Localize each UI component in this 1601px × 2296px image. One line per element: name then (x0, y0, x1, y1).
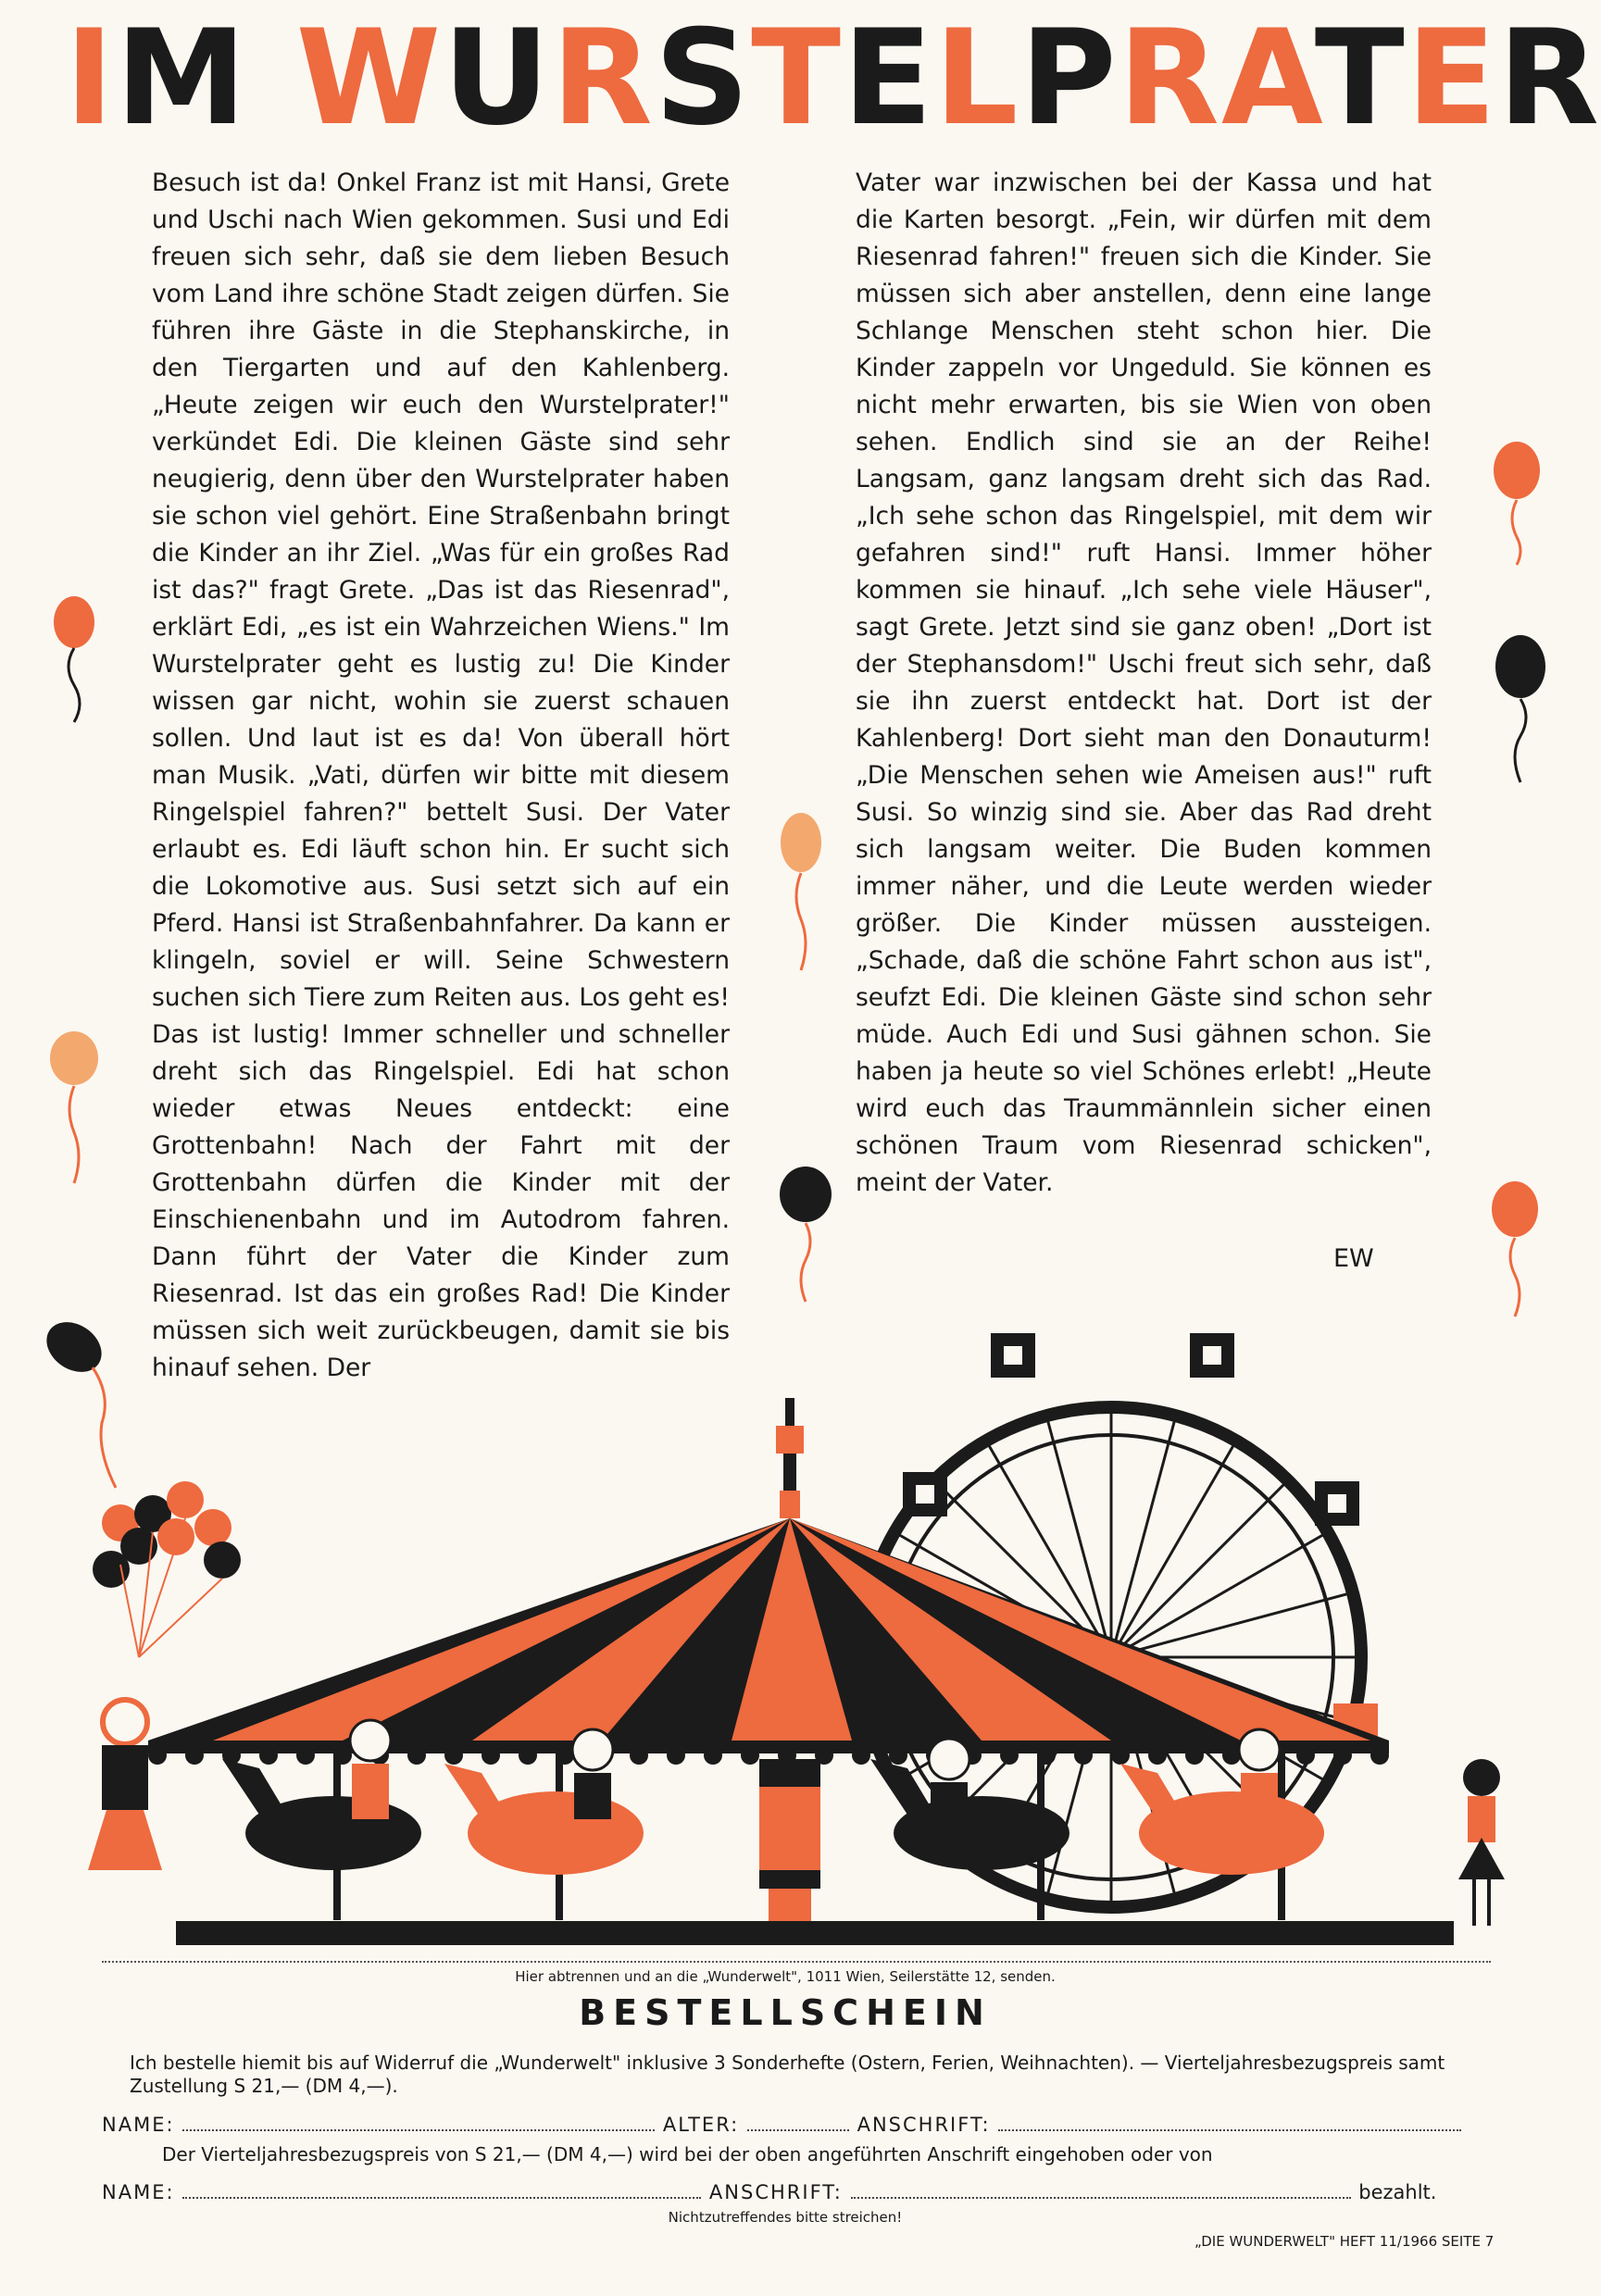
title-letter: T (1314, 2, 1407, 155)
cut-line (102, 1961, 1491, 1963)
balloon-icon (1482, 435, 1546, 574)
title-letter: L (934, 2, 1020, 155)
form-hint: Nichtzutreffendes bitte streichen! (668, 2209, 903, 2226)
paid-label: bezahlt. (1358, 2181, 1437, 2203)
order-form-title: BESTELLSCHEIN (579, 1992, 992, 2033)
title-letter: P (1019, 2, 1119, 155)
cut-note: Hier abtrennen und an die „Wunderwelt", 1011 Wien, Seilerstätte 12, senden. (515, 1968, 1056, 1985)
name-label: NAME: (102, 2114, 175, 2136)
title-letter: W (295, 2, 444, 155)
name2-label: NAME: (102, 2181, 175, 2203)
article-column-1 (152, 165, 730, 1387)
author-signature: EW (1333, 1244, 1374, 1273)
title-letter: M (115, 2, 249, 155)
balloon-icon (1482, 630, 1556, 796)
balloon-icon (769, 1157, 843, 1305)
form-row-2 (102, 2181, 1436, 2203)
carousel-roof (148, 1518, 1389, 1765)
balloon-icon (42, 1023, 106, 1208)
carousel-illustration (37, 1315, 1537, 1953)
order-form-text: Ich bestelle hiemit bis auf Widerruf die „Wunderwelt" inklusive 3 Sonderhefte (Ostern, Ferien, Weihnachten). — Vierteljahresbezugspreis samt Zustellung S 21,— (DM 4,—). (130, 2052, 1445, 2097)
title-letter: R (1118, 2, 1221, 155)
article-text-1: Besuch ist da! Onkel Franz ist mit Hansi, Grete und Uschi nach Wien gekommen. Susi und Edi freuen sich sehr, daß sie dem lieben Besuch vom Land ihre schöne Stadt zeigen dürfen. Sie führen ihre Gäste in die Stephanskirche, in den Tiergarten und auf den Kahlenberg. „Heute zeigen wir euch den Wurstelprater!" verkündet Edi. Die kleinen Gäste sind sehr neugierig, denn über den Wurstelprater haben sie schon viel gehört. Eine Straßenbahn bringt die Kinder an ihr Ziel. „Was für ein großes Rad ist das?" fragt Grete. „Das ist das Riesenrad", erklärt Edi, „es ist ein Wahrzeichen Wiens." Im Wurstelprater geht es lustig zu! Die Kinder wissen gar nicht, wohin sie zuerst schauen sollen. Und laut ist es da! Von überall hört man Musik. „Vati, dürfen wir bitte mit diesem Ringelspiel fahren?" bettelt Susi. Der Vater erlaubt es. Edi läuft schon hin. Er sucht sich die Lokomotive aus. Susi setzt sich auf ein Pferd. Hansi ist Straßenbahnfahrer. Da kann er klingeln, soviel er will. Seine Schwestern suchen sich Tiere zum Reiten aus. Los geht es! Das ist lustig! Immer schneller und schneller dreht sich das Ringelspiel. Edi hat schon wieder etwas Neues entdeckt: eine Grottenbahn! Nach der Fahrt mit der Grottenbahn dürfen die Kinder mit der Einschienenbahn und im Autodrom fahren. Dann führt der Vater die Kinder zum Riesenrad. Ist das ein großes Rad! Die Kinder müssen sich weit zurückbeugen, damit sie bis hinauf sehen. Der (152, 168, 730, 1382)
title-letter: E (1406, 2, 1498, 155)
name2-field[interactable] (182, 2184, 701, 2199)
address2-label: ANSCHRIFT: (708, 2181, 843, 2203)
address-field[interactable] (998, 2116, 1461, 2131)
title-letter: I (65, 2, 116, 155)
age-field[interactable] (747, 2116, 849, 2131)
balloon-icon (46, 593, 102, 759)
article-column-2 (856, 165, 1432, 1202)
title-letter (248, 2, 295, 155)
page-title (65, 2, 1601, 155)
title-letter: T (751, 2, 844, 155)
address-label: ANSCHRIFT: (857, 2114, 991, 2136)
balloon-icon (1482, 1176, 1546, 1324)
name-field[interactable] (182, 2116, 655, 2131)
standing-girl (1458, 1759, 1505, 1926)
form-row-1 (102, 2114, 1461, 2136)
age-label: ALTER: (662, 2114, 740, 2136)
price-text: Der Vierteljahresbezugspreis von S 21,— (DM 4,—) wird bei der oben angeführten Anschrift eingehoben oder von (162, 2143, 1213, 2165)
article-text-2: Vater war inzwischen bei der Kassa und hat die Karten besorgt. „Fein, wir dürfen mit dem Riesenrad fahren!" freuen sich die Kinder. Sie müssen sich aber anstellen, denn eine lange Schlange Menschen steht schon hier. Die Kinder zappeln vor Ungeduld. Sie können es nicht mehr erwarten, bis sie Wien von oben sehen. Endlich sind sie an der Reihe! Langsam, ganz langsam dreht sich das Rad. „Ich sehe schon das Ringelspiel, mit dem wir gefahren sind!" ruft Hansi. Immer höher kommen sie hinauf. „Ich sehe viele Häuser", sagt Grete. Jetzt sind sie ganz oben! „Dort ist der Stephansdom!" Uschi freut sich sehr, daß sie ihn zuerst entdeckt hat. Dort ist der Kahlenberg! Dort sieht man den Donauturm! „Die Menschen sehen wie Ameisen aus!" ruft Susi. So winzig sind sie. Aber das Rad dreht sich langsam weiter. Die Buden kommen immer näher, und die Leute werden wieder größer. Die Kinder müssen aussteigen. „Schade, daß die schöne Fahrt schon aus ist", seufzt Edi. Die kleinen Gäste sind schon sehr müde. Auch Edi und Susi gähnen schon. Sie haben ja heute so viel Schönes erlebt! „Heute wird euch das Traummännlein sicher einen schönen Traum vom Riesenrad schicken", meint der Vater. (856, 168, 1432, 1197)
page-footer: „DIE WUNDERWELT" HEFT 11/1966 SEITE 7 (1194, 2233, 1495, 2250)
title-letter: S (654, 2, 752, 155)
balloon-icon (773, 805, 829, 991)
address2-field[interactable] (851, 2184, 1351, 2199)
title-letter: A (1220, 2, 1315, 155)
title-letter: E (843, 2, 935, 155)
title-letter: R (551, 2, 655, 155)
title-letter: R (1497, 2, 1601, 155)
balloon-seller (88, 1481, 241, 1870)
carousel-tower (776, 1398, 804, 1518)
carousel-pole (759, 1759, 820, 1889)
title-letter: U (443, 2, 552, 155)
carousel-base (176, 1921, 1454, 1945)
